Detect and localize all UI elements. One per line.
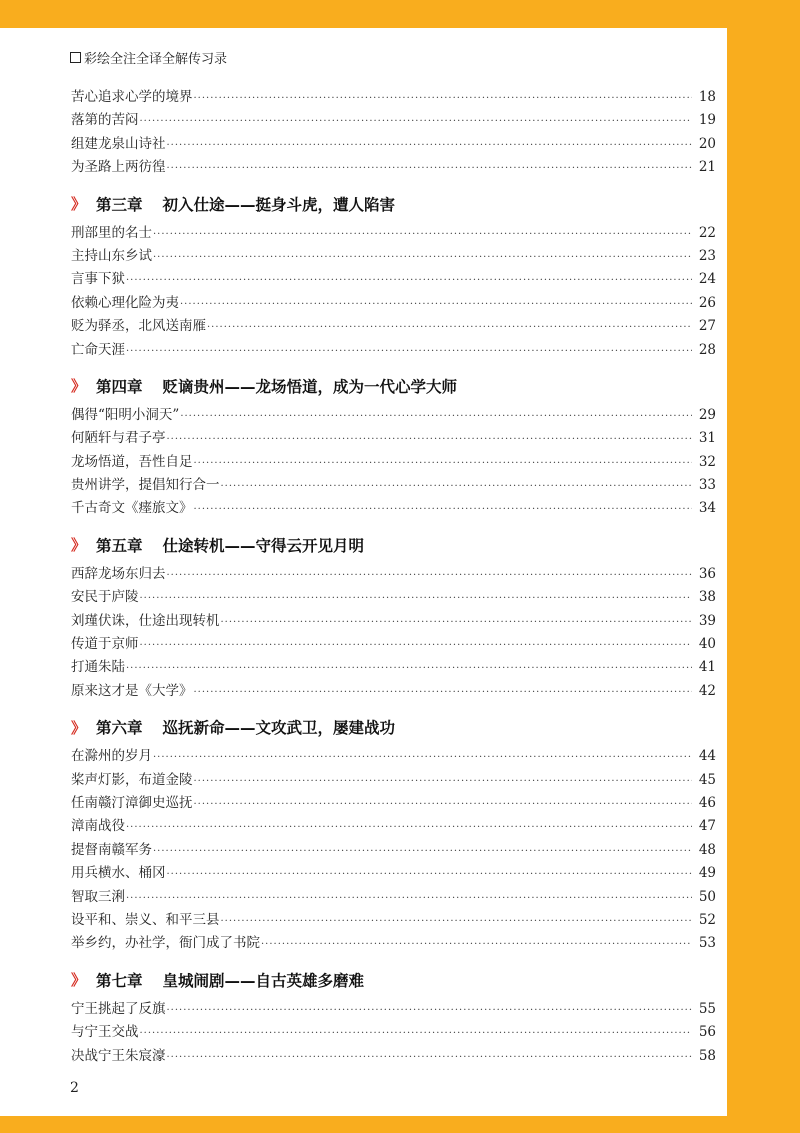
toc-entry-page: 42 <box>698 682 716 699</box>
toc-entry-page: 29 <box>698 406 716 423</box>
toc-entry-page: 19 <box>698 112 716 129</box>
dot-leader <box>126 657 692 680</box>
toc-entry-title: 偶得“阳明小洞天” <box>71 406 180 423</box>
chapter-title: 巡抚新命——文攻武卫，屡建战功 <box>162 719 396 738</box>
dot-leader <box>153 246 692 269</box>
toc-entry-title: 亡命天涯 <box>71 341 125 358</box>
toc-entry[interactable] <box>71 815 716 838</box>
toc-entry[interactable] <box>71 839 716 862</box>
chapter-number: 第六章 <box>96 719 143 738</box>
toc-entry-page: 33 <box>698 477 716 494</box>
running-header <box>70 48 227 67</box>
toc-entry-title: 原来这才是《大学》 <box>71 682 193 699</box>
chapter-title: 贬谪贵州——龙场悟道，成为一代心学大师 <box>162 377 458 396</box>
toc-entry-title: 组建龙泉山诗社 <box>71 135 166 152</box>
toc-entry-page: 50 <box>698 888 716 905</box>
toc-entry[interactable] <box>71 222 716 245</box>
toc-entry[interactable] <box>71 862 716 885</box>
toc-entry[interactable] <box>71 451 716 474</box>
chapter-marker-icon: 》 <box>71 971 87 990</box>
dot-leader <box>126 816 692 839</box>
chapter-title: 仕途转机——守得云开见月明 <box>162 536 365 555</box>
toc-entry[interactable] <box>71 563 716 586</box>
book-page <box>0 28 727 1116</box>
toc-entry-title: 贬为驿丞，北风送南雁 <box>71 318 206 335</box>
dot-leader <box>140 587 693 610</box>
toc-entry-title: 宁王挑起了反旗 <box>71 1000 166 1017</box>
toc-entry-title: 在滁州的岁月 <box>71 748 152 765</box>
toc-entry-page: 56 <box>698 1024 716 1041</box>
chapter-number: 第五章 <box>96 536 143 555</box>
toc-entry-page: 46 <box>698 794 716 811</box>
toc-entry[interactable] <box>71 886 716 909</box>
toc-entry[interactable] <box>71 745 716 768</box>
dot-leader <box>194 87 693 110</box>
toc-entry-title: 西辞龙场东归去 <box>71 565 166 582</box>
toc-entry-title: 何陋轩与君子亭 <box>71 430 166 447</box>
toc-entry[interactable] <box>71 792 716 815</box>
dot-leader <box>207 316 692 339</box>
dot-leader <box>180 293 692 316</box>
square-icon <box>70 52 81 63</box>
chapter-marker-icon: 》 <box>71 718 87 737</box>
page-number: 2 <box>70 1080 79 1096</box>
toc-entry-title: 漳南战役 <box>71 818 125 835</box>
toc-entry[interactable] <box>71 586 716 609</box>
dot-leader <box>153 223 692 246</box>
toc-entry-title: 传道于京师 <box>71 636 139 653</box>
toc-entry[interactable] <box>71 1045 716 1068</box>
chapter-marker-icon: 》 <box>71 536 87 555</box>
toc-entry-page: 44 <box>698 748 716 765</box>
chapter-marker-icon: 》 <box>71 195 87 214</box>
toc-entry-title: 桨声灯影，布道金陵 <box>71 771 193 788</box>
chapter-heading[interactable] <box>71 368 716 404</box>
toc-entry-title: 言事下狱 <box>71 271 125 288</box>
dot-leader <box>180 405 692 428</box>
toc-entry-page: 22 <box>698 224 716 241</box>
toc-entry[interactable] <box>71 610 716 633</box>
toc-entry-page: 48 <box>698 841 716 858</box>
toc-entry-title: 用兵横水、桶冈 <box>71 865 166 882</box>
toc-entry-title: 打通朱陆 <box>71 659 125 676</box>
dot-leader <box>194 498 693 521</box>
book-title: 彩绘全注全译全解传习录 <box>84 52 228 67</box>
dot-leader <box>261 933 692 956</box>
toc-entry-page: 53 <box>698 935 716 952</box>
toc-entry-title: 为圣路上两彷徨 <box>71 159 166 176</box>
toc-entry[interactable] <box>71 932 716 955</box>
toc-entry[interactable] <box>71 86 716 109</box>
dot-leader <box>167 999 693 1022</box>
dot-leader <box>167 428 693 451</box>
toc-entry-page: 32 <box>698 453 716 470</box>
toc-entry[interactable] <box>71 292 716 315</box>
toc-entry[interactable] <box>71 909 716 932</box>
toc-entry[interactable] <box>71 1021 716 1044</box>
toc-entry-title: 刑部里的名士 <box>71 224 152 241</box>
toc-entry[interactable] <box>71 133 716 156</box>
toc-entry-title: 举乡约，办社学，衙门成了书院 <box>71 935 260 952</box>
toc-entry-title: 智取三浰 <box>71 888 125 905</box>
toc-entry[interactable] <box>71 474 716 497</box>
chapter-heading[interactable] <box>71 186 716 222</box>
toc-entry-page: 36 <box>698 565 716 582</box>
chapter-heading[interactable] <box>71 527 716 563</box>
dot-leader <box>194 681 693 704</box>
toc-entry-page: 18 <box>698 89 716 105</box>
toc-entry-page: 52 <box>698 911 716 928</box>
toc-entry[interactable] <box>71 109 716 132</box>
toc-entry-title: 主持山东乡试 <box>71 247 152 264</box>
dot-leader <box>126 340 692 363</box>
toc-entry-title: 决战宁王朱宸濠 <box>71 1047 166 1064</box>
dot-leader <box>140 1022 693 1045</box>
dot-leader <box>153 746 692 769</box>
chapter-title: 皇城闹剧——自古英雄多磨难 <box>162 971 365 990</box>
dot-leader <box>221 910 693 933</box>
dot-leader <box>140 110 693 133</box>
toc-entry-page: 20 <box>698 135 716 152</box>
toc-entry-title: 贵州讲学，提倡知行合一 <box>71 477 220 494</box>
toc-entry-page: 45 <box>698 771 716 788</box>
dot-leader <box>167 1046 693 1069</box>
toc-entry-page: 55 <box>698 1000 716 1017</box>
toc-entry-page: 41 <box>698 659 716 676</box>
toc-entry[interactable] <box>71 339 716 362</box>
toc-entry-title: 安民于庐陵 <box>71 589 139 606</box>
toc-entry-page: 24 <box>698 271 716 288</box>
toc-entry[interactable] <box>71 245 716 268</box>
dot-leader <box>126 269 692 292</box>
toc-entry[interactable] <box>71 404 716 427</box>
table-of-contents <box>71 86 716 1068</box>
toc-entry-page: 49 <box>698 865 716 882</box>
toc-entry-page: 39 <box>698 612 716 629</box>
dot-leader <box>167 157 693 180</box>
toc-entry[interactable] <box>71 656 716 679</box>
toc-entry-title: 刘瑾伏诛，仕途出现转机 <box>71 612 220 629</box>
chapter-heading[interactable] <box>71 962 716 998</box>
toc-entry-title: 龙场悟道，吾性自足 <box>71 453 193 470</box>
toc-entry-title: 任南赣汀漳御史巡抚 <box>71 794 193 811</box>
toc-entry-page: 23 <box>698 247 716 264</box>
toc-entry-title: 提督南赣军务 <box>71 841 152 858</box>
chapter-marker-icon: 》 <box>71 377 87 396</box>
toc-entry-page: 40 <box>698 636 716 653</box>
toc-entry-title: 千古奇文《瘗旅文》 <box>71 500 193 517</box>
toc-entry-page: 58 <box>698 1047 716 1064</box>
dot-leader <box>194 770 693 793</box>
dot-leader <box>221 475 693 498</box>
dot-leader <box>194 452 693 475</box>
toc-entry[interactable] <box>71 769 716 792</box>
toc-entry-title: 与宁王交战 <box>71 1024 139 1041</box>
chapter-number: 第四章 <box>96 377 143 396</box>
toc-entry[interactable] <box>71 156 716 179</box>
dot-leader <box>126 887 692 910</box>
chapter-number: 第三章 <box>96 195 143 214</box>
toc-entry[interactable] <box>71 315 716 338</box>
toc-entry-title: 苦心追求心学的境界 <box>71 89 193 105</box>
toc-entry-page: 21 <box>698 159 716 176</box>
dot-leader <box>140 634 693 657</box>
toc-entry[interactable] <box>71 497 716 520</box>
dot-leader <box>153 840 692 863</box>
toc-entry-page: 47 <box>698 818 716 835</box>
toc-entry[interactable] <box>71 998 716 1021</box>
toc-entry-page: 27 <box>698 318 716 335</box>
toc-entry-title: 设平和、崇义、和平三县 <box>71 911 220 928</box>
toc-entry-page: 34 <box>698 500 716 517</box>
toc-entry[interactable] <box>71 427 716 450</box>
toc-entry[interactable] <box>71 680 716 703</box>
dot-leader <box>167 863 693 886</box>
toc-entry-page: 28 <box>698 341 716 358</box>
chapter-heading[interactable] <box>71 709 716 745</box>
toc-entry-page: 26 <box>698 294 716 311</box>
chapter-number: 第七章 <box>96 971 143 990</box>
dot-leader <box>167 564 693 587</box>
toc-entry[interactable] <box>71 268 716 291</box>
dot-leader <box>221 611 693 634</box>
dot-leader <box>194 793 693 816</box>
toc-entry-title: 落第的苦闷 <box>71 112 139 129</box>
chapter-title: 初入仕途——挺身斗虎，遭人陷害 <box>162 195 396 214</box>
toc-entry-title: 依赖心理化险为夷 <box>71 294 179 311</box>
dot-leader <box>167 134 693 157</box>
toc-entry[interactable] <box>71 633 716 656</box>
toc-entry-page: 38 <box>698 589 716 606</box>
toc-entry-page: 31 <box>698 430 716 447</box>
